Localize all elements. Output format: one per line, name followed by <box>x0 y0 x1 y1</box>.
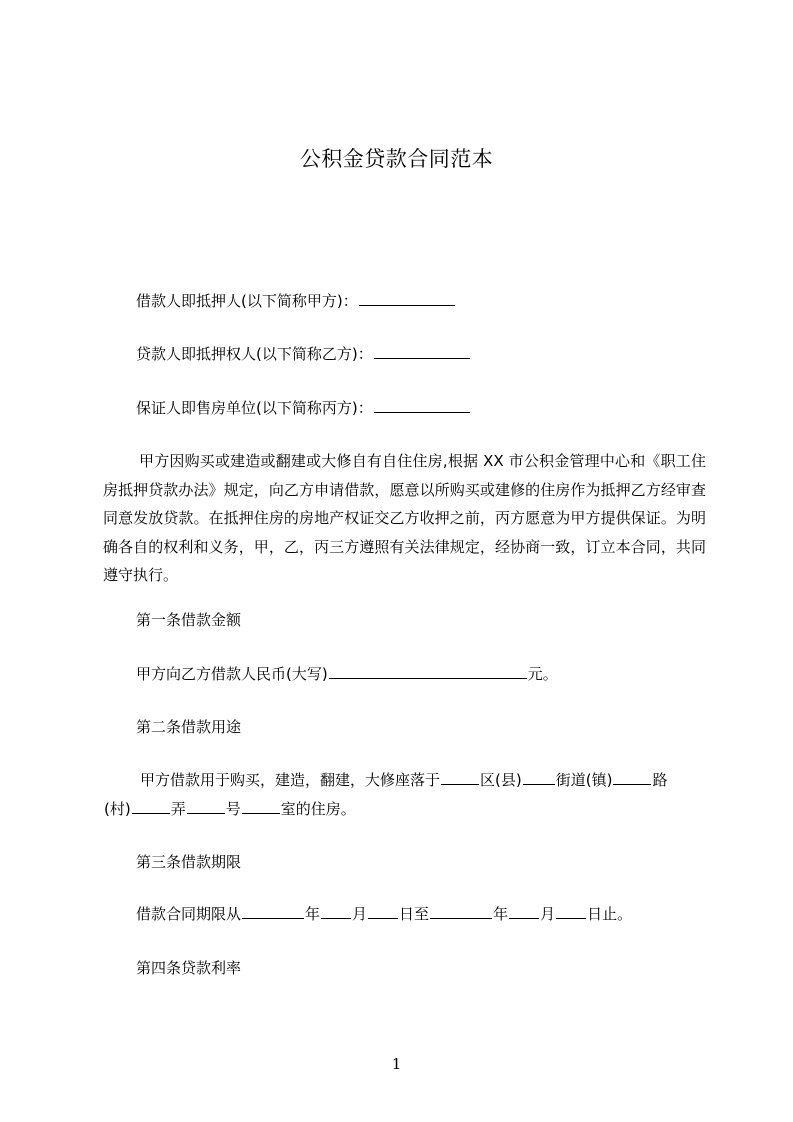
article2-lane: 弄 <box>170 800 186 818</box>
village-blank <box>132 798 170 814</box>
number-blank <box>242 798 280 814</box>
article2-district: 区(县) <box>480 771 522 789</box>
article3-year-2: 年 <box>493 905 509 923</box>
article3-day-to: 日至 <box>399 905 430 923</box>
article1-text-before: 甲方向乙方借款人民币(大写) <box>136 665 328 683</box>
article2-street: 街道(镇) <box>555 771 613 789</box>
borrower-blank <box>359 290 455 306</box>
lane-blank <box>187 798 225 814</box>
road-blank <box>613 769 651 785</box>
borrower-label: 借款人即抵押人(以下简称甲方)： <box>136 292 358 310</box>
article2-number: 号 <box>225 800 241 818</box>
article2-road: 路 <box>652 771 668 789</box>
article3-day-end: 日止。 <box>587 905 633 923</box>
borrower-line <box>136 287 456 315</box>
lender-blank <box>374 343 470 359</box>
article2-room: 室的住房。 <box>280 800 356 818</box>
article3-heading: 第三条借款期限 <box>136 853 242 871</box>
start-day-blank <box>368 903 398 919</box>
intro-paragraph: 甲方因购买或建造或翻建或大修自有自住住房,根据 XX 市公积金管理中心和《职工住房抵押贷款办法》规定，向乙方申请借款，愿意以所购买或建修的住房作为抵押乙方经审查同意发放贷款。在抵押住房的房地产权证交乙方收押之前，丙方愿意为甲方提供保证。为明确各自的权利和义务，甲，乙，丙三方遵照有关法律规定，经协商一致，订立本合同，共同遵守执行。 <box>103 452 706 584</box>
article1-text-after: 元。 <box>527 665 558 683</box>
article2-intro: 甲方借款用于购买，建造，翻建，大修座落于 <box>140 771 441 789</box>
start-year-blank <box>242 903 304 919</box>
street-blank <box>523 769 555 785</box>
article4-heading: 第四条贷款利率 <box>136 959 242 977</box>
article2-village: (村) <box>104 800 131 818</box>
end-month-blank <box>509 903 539 919</box>
article3-text <box>136 900 632 928</box>
article1-text <box>136 660 558 688</box>
article2-line1 <box>140 766 667 794</box>
document-title: 公积金贷款合同范本 <box>299 147 494 171</box>
guarantor-line <box>136 394 471 422</box>
page-number: 1 <box>391 1055 402 1073</box>
article2-line2 <box>104 795 356 823</box>
guarantor-label: 保证人即售房单位(以下简称丙方)： <box>136 399 373 417</box>
lender-line <box>136 340 471 368</box>
article1-heading: 第一条借款金额 <box>136 611 242 629</box>
amount-blank <box>329 663 527 679</box>
article3-month-2: 月 <box>540 905 556 923</box>
article3-month-1: 月 <box>352 905 368 923</box>
article3-year-1: 年 <box>305 905 321 923</box>
guarantor-blank <box>374 397 470 413</box>
end-day-blank <box>556 903 586 919</box>
start-month-blank <box>321 903 351 919</box>
end-year-blank <box>430 903 492 919</box>
article2-heading: 第二条借款用途 <box>136 718 242 736</box>
article3-start: 借款合同期限从 <box>136 905 242 923</box>
district-blank <box>441 769 479 785</box>
lender-label: 贷款人即抵押权人(以下简称乙方)： <box>136 345 373 363</box>
